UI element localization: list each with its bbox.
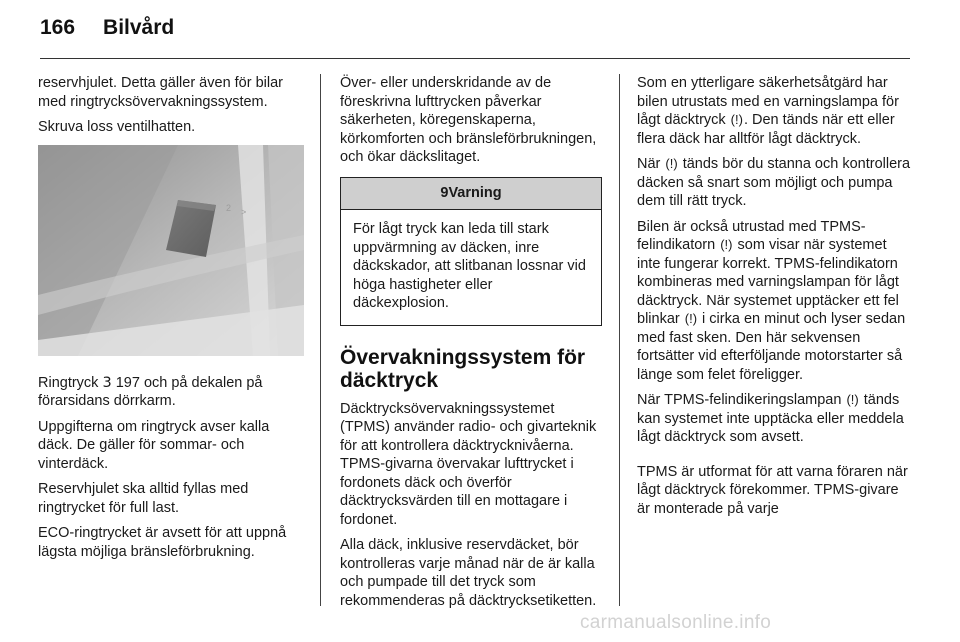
ref-arrow-icon: 3 <box>102 374 112 391</box>
svg-text:>: > <box>241 206 247 217</box>
column-2 <box>340 74 602 617</box>
paragraph: Däcktrycksövervakningssystemet (TPMS) använder radio- och givarteknik för att kontrollera däcktrycknivåerna. TPMS-givarna övervakar lufttrycket i fordonets däck och överför däcktrycksvärden till en mottagare i fordonet. <box>340 400 597 528</box>
paragraph: Bilen är också utrustad med TPMS-felindikatorn (!) som visar när systemet inte fungerar korrekt. TPMS-felindikatorn kombineras med varningslampan för lågt däcktryck. När systemet upptäcker ett fel blinkar (!) i cirka en minut och lyser sedan med fast sken. Den här sekvensen fortsätter vid efterföljande motorstarter så länge som felet föreligger. <box>637 218 906 383</box>
paragraph: Alla däck, inklusive reservdäcket, bör kontrolleras varje månad när de är kalla och pumpade till det tryck som rekommenderas på däcktrycksetiketten. <box>340 537 597 609</box>
svg-text:2: 2 <box>226 202 232 213</box>
page-header <box>40 16 174 50</box>
tpms-warning-icon: (!) <box>846 392 859 407</box>
column-1 <box>38 74 304 568</box>
warning-header <box>341 178 601 211</box>
header-rule <box>40 58 910 59</box>
paragraph: Som en ytterligare säkerhetsåtgärd har bilen utrustats med en varningslampa för lågt däcktryck (!). Den tänds när ett eller flera däck har alltför lågt däcktryck. <box>637 75 899 147</box>
tpms-warning-icon: (!) <box>730 112 743 127</box>
watermark-text: carmanualsonline.info <box>580 612 772 633</box>
paragraph: Reservhjulet ska alltid fyllas med ringtrycket för full last. <box>38 481 249 516</box>
chapter-title: Bilvård <box>103 16 175 39</box>
column-divider <box>619 74 620 606</box>
paragraph: Ringtryck 3 197 och på dekalen på förarsidans dörrkarm. <box>38 374 263 409</box>
warning-title: Varning <box>448 184 502 201</box>
section-title: Övervakningssystem för däcktryck <box>340 345 586 392</box>
paragraph: reservhjulet. Detta gäller även för bilar med ringtrycksövervakningssystem. <box>38 75 284 110</box>
column-3 <box>637 74 912 525</box>
warning-icon: 9 <box>440 184 449 201</box>
paragraph: Skruva loss ventilhatten. <box>38 119 196 135</box>
warning-box <box>340 177 602 326</box>
warning-text: För lågt tryck kan leda till stark uppvärmning av däcken, inre däckskador, att slitbanan lossnar vid höga hastigheter eller däckexplosion. <box>353 221 586 311</box>
tpms-warning-icon: (!) <box>720 237 733 252</box>
page-number: 166 <box>40 16 76 39</box>
paragraph: Uppgifterna om ringtryck avser kalla däck. De gäller för sommar- och vinterdäck. <box>38 418 270 472</box>
paragraph: När TPMS-felindikeringslampan (!) tänds kan systemet inte upptäcka eller meddela lågt däcktryck som avsett. <box>637 392 904 445</box>
tpms-warning-icon: (!) <box>665 156 678 171</box>
valve-cap-photo <box>38 145 304 356</box>
page-reference-link[interactable]: 197 <box>115 374 140 391</box>
column-divider <box>320 74 321 606</box>
door-frame-image <box>38 145 304 356</box>
paragraph: TPMS är utformat för att varna föraren när lågt däcktryck förekommer. TPMS-givare är monterade på varje <box>637 463 908 517</box>
tpms-warning-icon: (!) <box>684 311 698 326</box>
paragraph: ECO-ringtrycket är avsett för att uppnå lägsta möjliga bränsleförbrukning. <box>38 525 287 560</box>
paragraph: När (!) tänds bör du stanna och kontrollera däcken så snart som möjligt och pumpa dem till rätt tryck. <box>637 156 911 209</box>
paragraph: Över- eller underskridande av de föreskrivna lufttrycken påverkar säkerheten, köregenskaperna, körkomforten och bränsleförbrukningen, och ökar däckslitaget. <box>340 75 597 165</box>
